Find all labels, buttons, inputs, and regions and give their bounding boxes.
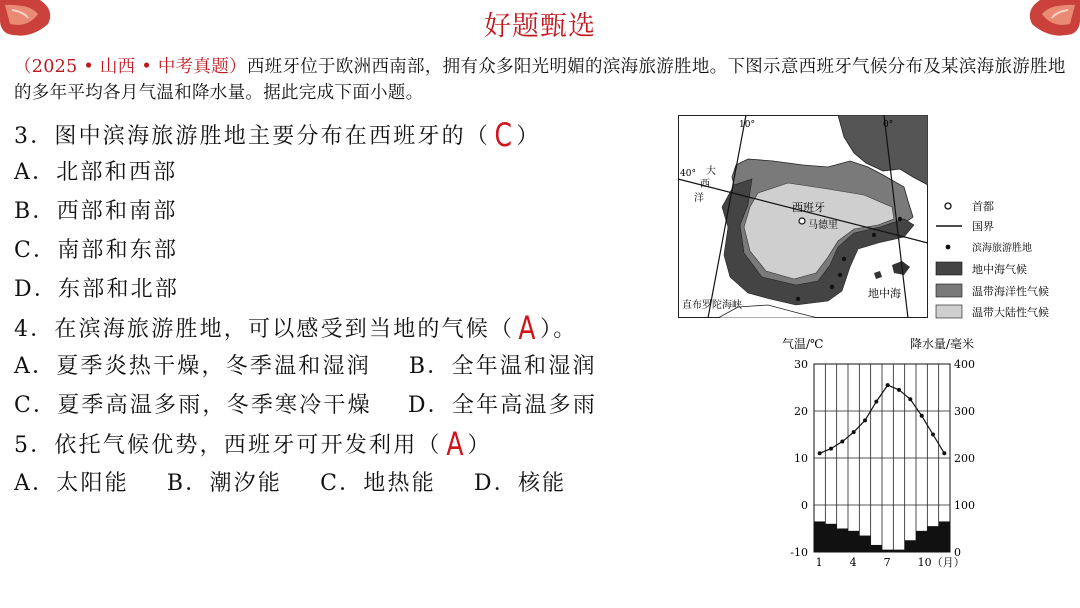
question-3-option-a: A．北部和西部	[14, 160, 178, 185]
legend-capital: 首都	[972, 200, 994, 213]
legend-mediterranean-swatch	[936, 262, 962, 275]
chart-y-right-tick: 200	[954, 452, 975, 465]
temperature-point	[886, 383, 890, 387]
question-4-option-d: D．全年高温多雨	[407, 393, 598, 418]
temperature-point	[863, 418, 867, 422]
chart-y-left-tick: -10	[790, 546, 808, 559]
legend-maritime: 温带海洋性气候	[972, 285, 1049, 298]
chart-y-right-tick: 100	[954, 499, 975, 512]
chart-y-left-label: 气温/℃	[782, 337, 824, 351]
question-intro	[14, 54, 1070, 106]
question-5-options-row	[14, 469, 566, 499]
map-ocean-label-3: 洋	[694, 193, 704, 204]
precipitation-bar	[893, 550, 904, 552]
legend-resort: 滨海旅游胜地	[972, 243, 1032, 254]
precipitation-bar	[814, 521, 825, 552]
temperature-point	[874, 400, 878, 404]
legend-mediterranean: 地中海气候	[972, 263, 1027, 276]
map-ocean-label-2: 西	[700, 179, 710, 190]
map-lat-40: 40°	[680, 169, 696, 179]
question-4-option-c: C．夏季高温多雨，冬季寒冷干燥	[14, 393, 372, 418]
precipitation-bar	[905, 540, 916, 552]
chart-y-left-tick: 0	[801, 499, 808, 512]
chart-x-tick: 1	[815, 556, 823, 569]
map-ocean-label-1: 大	[706, 166, 716, 177]
chart-y-right-tick: 0	[954, 546, 961, 559]
question-5-option-a: A．太阳能	[14, 471, 129, 496]
question-5-option-c: C．地热能	[320, 471, 436, 496]
chart-y-right-tick: 400	[954, 358, 975, 371]
legend-capital-icon	[945, 203, 951, 209]
chart-x-tick: 10（月）	[917, 556, 965, 569]
legend-maritime-swatch	[936, 284, 962, 297]
question-4-option-b: B．全年温和湿润	[408, 354, 597, 379]
precipitation-bar	[927, 526, 938, 552]
precipitation-bar	[825, 524, 836, 552]
chart-y-right-tick: 300	[954, 405, 975, 418]
precipitation-bar	[859, 536, 870, 552]
chart-x-tick: 4	[849, 556, 857, 569]
map-capital-label: 马德里	[808, 220, 838, 231]
question-4-option-a: A．夏季炎热干燥，冬季温和湿润	[14, 354, 371, 379]
question-4-stem: 4．在滨海旅游胜地，可以感受到当地的气候（ A ）。	[14, 309, 578, 347]
temperature-point	[829, 447, 833, 451]
question-3-option-c: C．南部和东部	[14, 238, 179, 263]
chart-x-tick: 7	[883, 556, 891, 569]
question-5-answer: A	[446, 425, 464, 463]
question-3-stem: 3．图中滨海旅游胜地主要分布在西班牙的（ C ）	[14, 116, 541, 154]
map-country-label: 西班牙	[792, 201, 825, 214]
precipitation-bar	[939, 521, 950, 552]
map-capital-icon	[799, 218, 805, 224]
chart-y-left-tick: 20	[794, 405, 808, 418]
spain-climate-map	[678, 115, 928, 318]
intro-text: 西班牙位于欧洲西南部，拥有众多阳光明媚的滨海旅游胜地。下图示意西班牙气候分布及某滨海旅游胜地的多年平均各月气温和降水量。据此完成下面小题。	[14, 57, 1066, 103]
question-4-answer: A	[518, 309, 536, 347]
question-source: （2025 • 山西 • 中考真题）	[14, 57, 247, 77]
temperature-point	[942, 451, 946, 455]
map-sea-label: 地中海	[868, 287, 901, 300]
precipitation-bar	[916, 531, 927, 552]
map-lon-10: 10°	[739, 120, 755, 130]
precipitation-bar	[848, 531, 859, 552]
question-3-answer: C	[494, 116, 512, 154]
question-3-option-b: B．西部和南部	[14, 199, 178, 224]
precipitation-bar	[871, 545, 882, 552]
legend-continental-swatch	[936, 305, 962, 318]
page-title: 好题甄选	[484, 11, 596, 42]
temperature-point	[908, 397, 912, 401]
temperature-point	[920, 414, 924, 418]
question-5-stem: 5．依托气候优势，西班牙可开发利用（ A ）	[14, 425, 492, 463]
precipitation-bar	[882, 550, 893, 552]
legend-border: 国界	[972, 220, 994, 233]
question-3-option-d: D．东部和北部	[14, 277, 180, 302]
map-legend	[932, 192, 1072, 322]
question-4-options-row-1	[14, 352, 597, 382]
temperature-point	[931, 433, 935, 437]
map-strait-label: 直布罗陀海峡	[682, 300, 742, 311]
legend-resort-icon	[946, 245, 951, 250]
question-4-options-row-2	[14, 391, 597, 421]
chart-y-left-tick: 30	[794, 358, 808, 371]
climate-chart	[778, 332, 990, 576]
chart-y-left-tick: 10	[794, 452, 808, 465]
legend-continental: 温带大陆性气候	[972, 306, 1049, 319]
precipitation-bar	[837, 529, 848, 553]
question-5-option-b: B．潮汐能	[166, 471, 283, 496]
temperature-point	[818, 451, 822, 455]
temperature-point	[897, 388, 901, 392]
temperature-point	[840, 440, 844, 444]
temperature-point	[852, 430, 856, 434]
map-lon-0: 0°	[883, 120, 894, 130]
question-5-option-d: D．核能	[473, 471, 567, 496]
chart-y-right-label: 降水量/毫米	[910, 337, 975, 351]
